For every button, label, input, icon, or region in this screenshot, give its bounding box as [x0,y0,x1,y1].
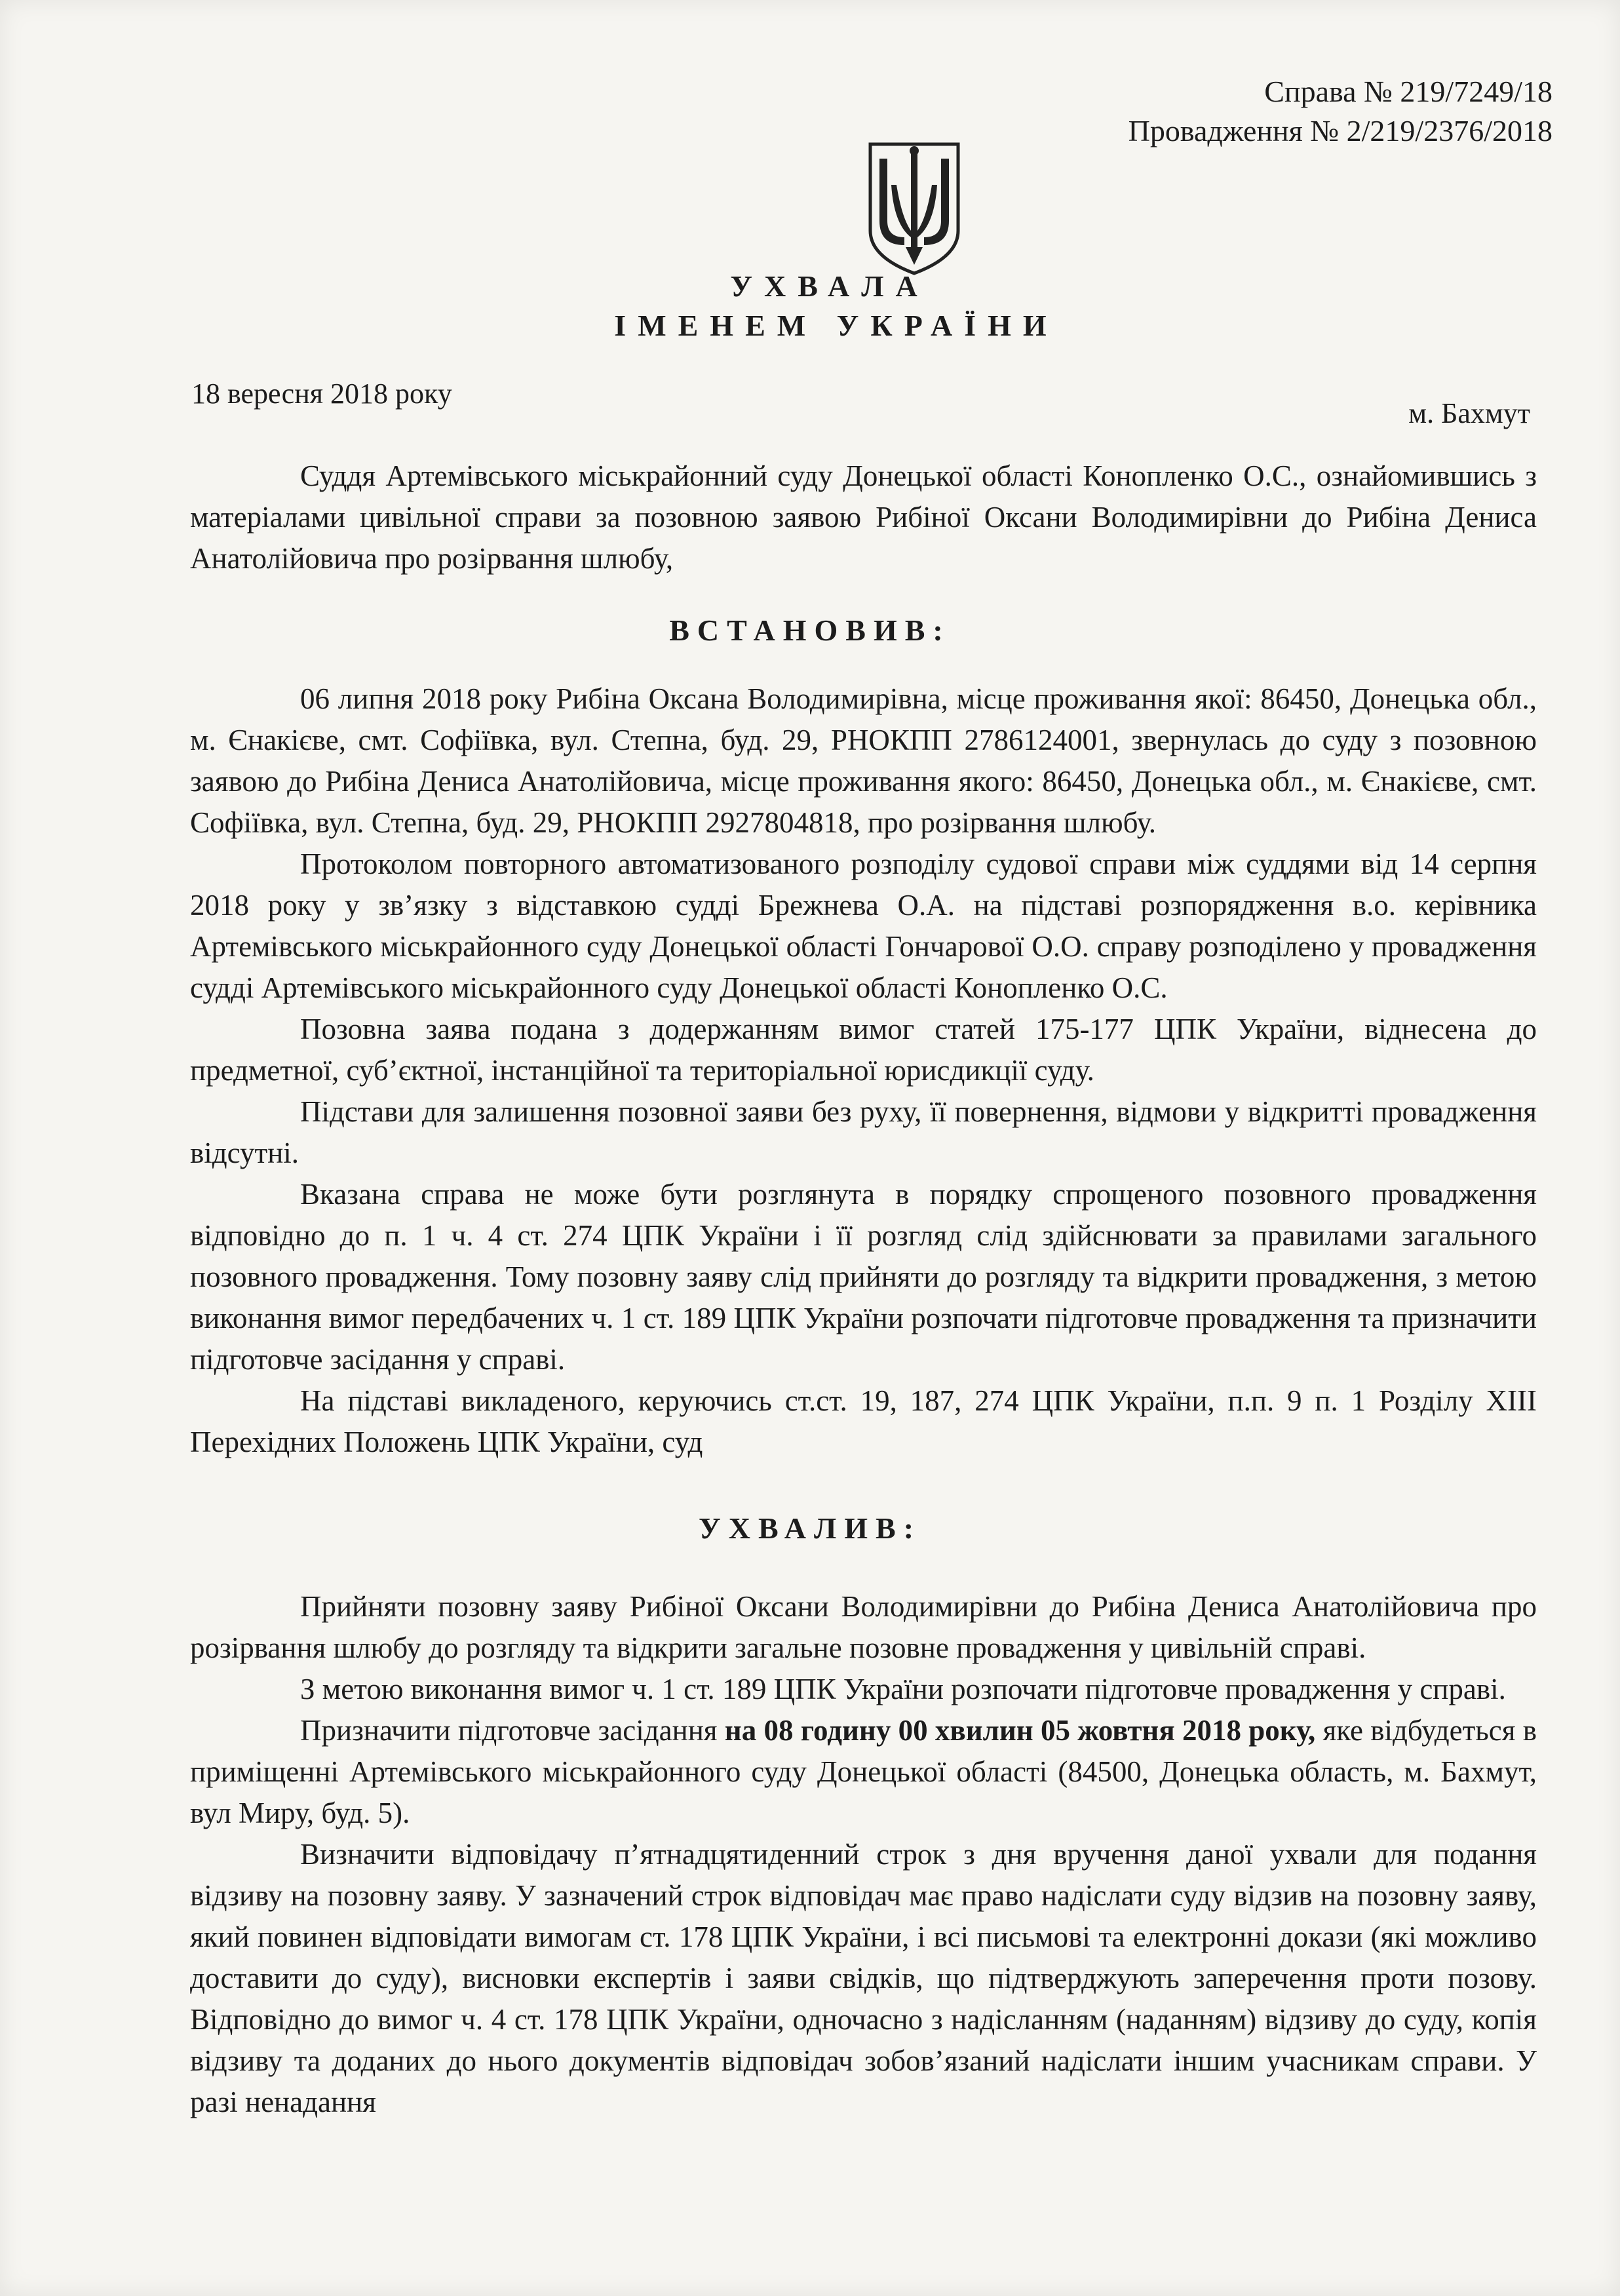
intro-paragraph [190,456,1537,579]
established-section [190,678,1537,1463]
document-title: УХВАЛА [730,269,929,303]
established-paragraph: На підставі викладеного, керуючись ст.ст. 19, 187, 274 ЦПК України, п.п. 9 п. 1 Розділу XIII Перехідних Положень ЦПК України, суд [190,1384,1537,1458]
document-city: м. Бахмут [1408,397,1530,429]
established-paragraph: Протоколом повторного автоматизованого розподілу судової справи між суддями від 14 серпня 2018 року у зв’язку з відставкою судді Брежнева О.А. на підставі розпорядження в.о. керівника Артемівського міськрайонного суду Донецької області Гончарової О.О. справу розподілено у провадження судді Артемівського міськрайонного суду Донецької області Конопленко О.С. [190,847,1537,1004]
ruled-paragraph: Визначити відповідачу п’ятнадцятиденний строк з дня вручення даної ухвали для подання відзиву на позовну заяву. У зазначений строк відповідач має право надіслати суду відзив на позовну заяву, який повинен відповідати вимогам ст. 178 ЦПК України, і всі письмові та електронні докази (які можливо доставити до суду), висновки експертів і заяви свідків, що підтверджують заперечення проти позову. Відповідно до вимог ч. 4 ст. 178 ЦПК України, одночасно з надісланням (наданням) відзиву до суду, копія відзиву та доданих до нього документів відповідач зобов’язаний надіслати іншим учасникам справи. У разі ненадання [190,1838,1537,2118]
ruled-section [190,1586,1537,2123]
document-date: 18 вересня 2018 року [191,378,452,410]
hearing-datetime: на 08 годину 00 хвилин 05 жовтня 2018 року, [724,1714,1316,1747]
intro-text: Суддя Артемівського міськрайонний суду Донецької області Конопленко О.С., ознайомившись з матеріалами цивільної справи за позовною заявою Рибіної Оксани Володимирівни до Рибіна Дениса Анатолійовича про розірвання шлюбу, [190,459,1537,575]
established-paragraph: 06 липня 2018 року Рибіна Оксана Володимирівна, місце проживання якої: 86450, Донецька обл., м. Єнакієве, смт. Софіївка, вул. Степна, буд. 29, РНОКПП 2786124001, звернулась до суду з позовною заявою до Рибіна Дениса Анатолійовича, місце проживання якого: 86450, Донецька обл., м. Єнакієве, смт. Софіївка, вул. Степна, буд. 29, РНОКПП 2927804818, про розірвання шлюбу. [190,682,1537,839]
ruled-heading: УХВАЛИВ: [698,1511,922,1545]
case-header [1128,72,1552,151]
ruled-paragraph [190,1710,1537,1834]
established-heading: ВСТАНОВИВ: [669,613,951,647]
case-number: Справа № 219/7249/18 [1264,75,1552,108]
ruled-text: яке відбудеться в приміщенні Артемівського міськрайонного суду Донецької області (84500, Донецька область, м. Бахмут, вул Миру, буд. 5). [190,1714,1537,1829]
ruled-paragraph: Прийняти позовну заяву Рибіної Оксани Володимирівни до Рибіна Дениса Анатолійовича про розірвання шлюбу до розгляду та відкрити загальне позовне провадження у цивільній справі. [190,1590,1537,1664]
established-paragraph: Вказана справа не може бути розглянута в порядку спрощеного позовного провадження відповідно до п. 1 ч. 4 ст. 274 ЦПК України і її розгляд слід здійснювати за правилами загального позовного провадження. Тому позовну заяву слід прийняти до розгляду та відкрити провадження, з метою виконання вимог передбачених ч. 1 ст. 189 ЦПК України розпочати підготовче провадження та призначити підготовче засідання у справі. [190,1178,1537,1376]
established-paragraph: Позовна заява подана з додержанням вимог статей 175-177 ЦПК України, віднесена до предметної, суб’єктної, інстанційної та територіальної юрисдикції суду. [190,1013,1537,1087]
ruled-paragraph: З метою виконання вимог ч. 1 ст. 189 ЦПК України розпочати підготовче провадження у справі. [300,1673,1506,1705]
ruled-text: Призначити підготовче засідання [300,1714,725,1747]
trident-icon [865,139,963,277]
document-subtitle: ІМЕНЕМ УКРАЇНИ [614,309,1058,342]
proceeding-number: Провадження № 2/219/2376/2018 [1128,114,1552,147]
established-paragraph: Підстави для залишення позовної заяви без руху, її повернення, відмови у відкритті провадження відсутні. [190,1095,1537,1169]
